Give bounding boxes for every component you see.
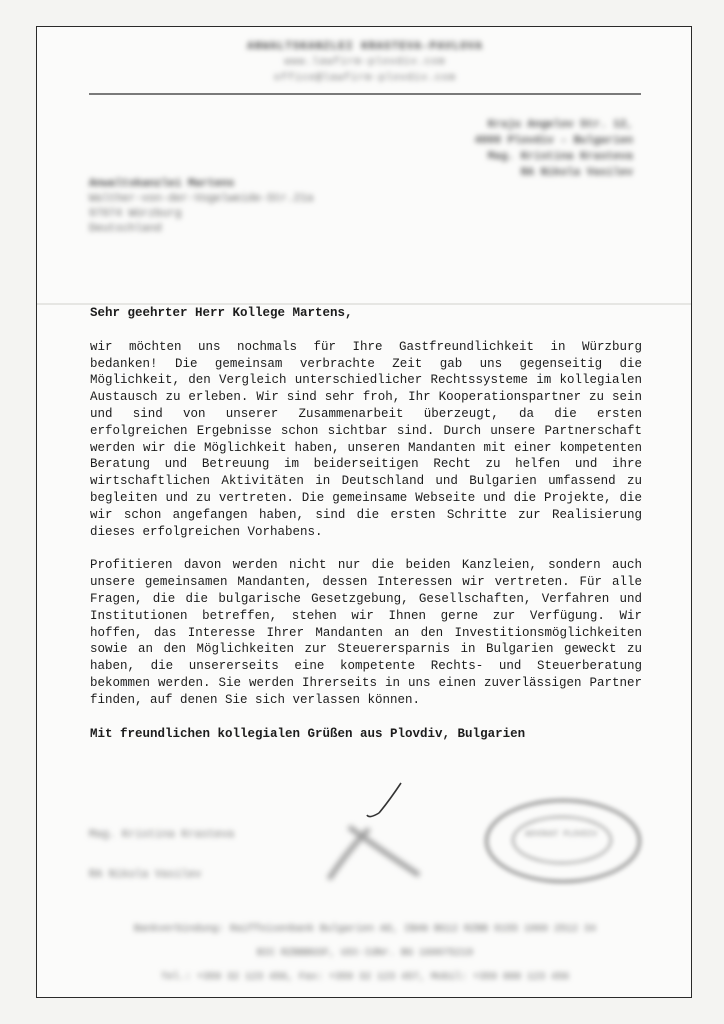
sender-name-2: RA Nikola Vasilev xyxy=(520,167,633,179)
sender-street: Kraju Angelov Str. 12, xyxy=(487,119,633,131)
footer-line-3: Tel.: +359 32 123 456, Fax: +359 32 123 457, Mobil: +359 888 123 456 xyxy=(160,972,570,983)
salutation: Sehr geehrter Herr Kollege Martens, xyxy=(90,306,353,320)
official-stamp xyxy=(485,799,641,883)
recipient-name: Anwaltskanzlei Martens xyxy=(89,178,235,190)
signer-names xyxy=(89,823,234,887)
recipient-country: Deutschland xyxy=(89,223,162,235)
footer-line-1: Bankverbindung: Raiffeisenbank Bulgarien AD, IBAN BG12 RZBB 9155 1060 2512 34 xyxy=(133,924,597,935)
letter-body xyxy=(90,305,642,742)
footer-line-2: BIC RZBBBGSF, USt-IdNr. BG 160075219 xyxy=(256,948,474,959)
letterhead-website: www.lawfirm-plovdiv.com xyxy=(284,57,446,68)
signature-icon xyxy=(309,779,449,889)
letterhead xyxy=(87,39,643,87)
sender-address xyxy=(475,117,633,181)
recipient-street: Walther-von-der-Vogelweide-Str.21a xyxy=(89,193,314,205)
letterhead-divider xyxy=(89,93,641,95)
stamp-text: ADVOKAT PLOVDIV xyxy=(524,830,597,839)
recipient-address xyxy=(89,177,313,237)
signature-mark xyxy=(309,779,449,894)
paragraph-1: wir möchten uns nochmals für Ihre Gastfreundlichkeit in Würzburg bedanken! Die gemeinsam verbrachte Zeit gab uns gegenseitig die Möglichkeit, den Vergleich unterschiedlicher Rechtssysteme im kollegialen Austausch zu erleben. Wir sind sehr froh, Ihr Kooperationspartner zu sein und sind von unserer Zusammenarbeit überzeugt, da die ersten erfolgreichen Ergebnisse schon sichtbar sind. Durch unsere Partnerschaft werden wir die Möglichkeit haben, unseren Mandanten mit einer kompetenten Beratung und Betreuung im beiderseitigen Recht zu helfen und ihre wirtschaftlichen Aktivitäten in Deutschland und Bulgarien umfassend zu begleiten und zu vertreten. Die gemeinsame Webseite und die Projekte, die wir schon angefangen haben, sind die ersten Schritte zur Realisierung dieses erfolgreichen Vorhabens. xyxy=(90,339,642,539)
sender-name-1: Mag. Kristina Krasteva xyxy=(487,151,633,163)
letter-footer xyxy=(97,923,633,995)
paragraph-2: Profitieren davon werden nicht nur die beiden Kanzleien, sondern auch unsere gemeinsamen Mandanten, dessen Interessen wir vertreten. Für alle Fragen, die die bulgarische Gesetzgebung, Gesellschaften, Verfahren und Institutionen betreffen, stehen wir Ihnen gerne zur Verfügung. Wir hoffen, das Interesse Ihrer Mandanten an den Investitionsmöglichkeiten sowie an den Möglichkeiten zur Steuerersparnis in Bulgarien geweckt zu haben, die unsererseits eine kompetente Rechts- und Steuerberatung bekommen werden. Sie werden Ihrerseits in uns einen zuverlässigen Partner finden, auf denen Sie sich verlassen können. xyxy=(90,558,642,707)
letterhead-firm-name: ANWALTSKANZLEI KRASTEVA-PAVLOVA xyxy=(247,41,483,53)
recipient-city: 97074 Würzburg xyxy=(89,208,182,220)
stamp-inner-ring xyxy=(512,816,612,864)
signer-2: RA Nikola Vasilev xyxy=(89,869,202,881)
sender-city: 4000 Plovdiv - Bulgarien xyxy=(474,135,633,147)
signer-1: Mag. Kristina Krasteva xyxy=(89,829,235,841)
letter-page xyxy=(36,26,692,998)
closing-line: Mit freundlichen kollegialen Grüßen aus Plovdiv, Bulgarien xyxy=(90,726,526,741)
letterhead-email: office@lawfirm-plovdiv.com xyxy=(273,73,457,84)
